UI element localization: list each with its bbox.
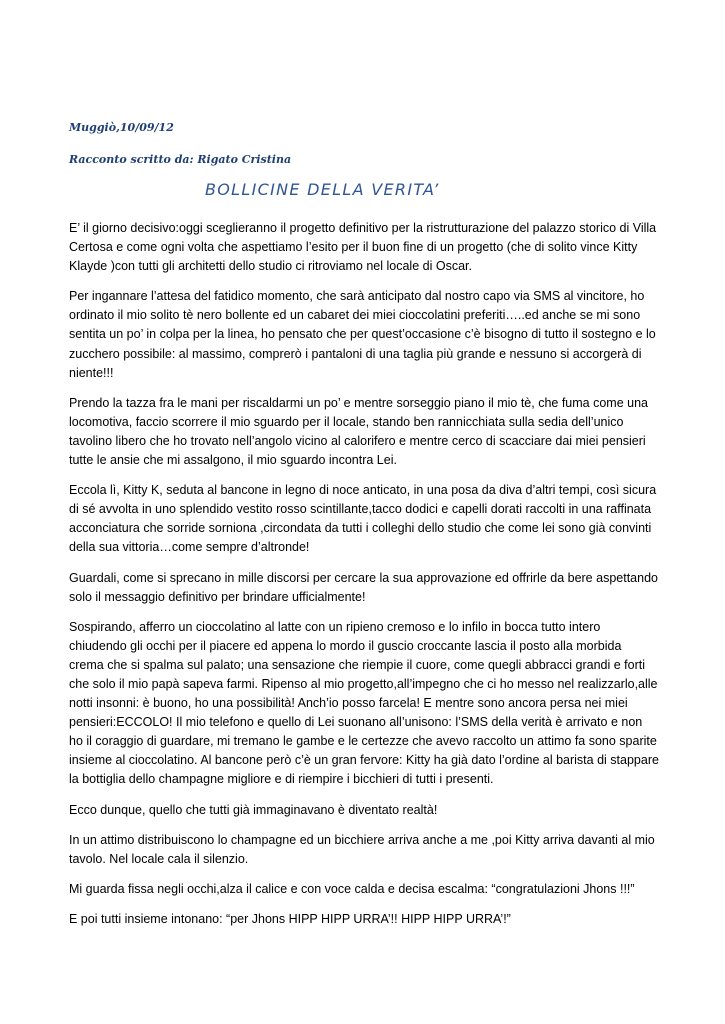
paragraph: Guardali, come si sprecano in mille discorsi per cercare la sua approvazione ed offrirle da bere aspettando solo il messaggio definitivo per brindare ufficialmente! [69,570,658,604]
story-date: Muggiò,10/09/12 [69,121,174,134]
paragraph: Eccola lì, Kitty K, seduta al bancone in legno di noce anticato, in una posa da diva d’altri tempi, così sicura di sé avvolta in uno splendido vestito rosso scintillante,tacco dodici e capelli dorati raccolti in una raffinata acconciatura che sorride sorniona ,circondata da tutti i colleghi dello studio che come lei sono già convinti della sua vittoria…come sempre d’altronde! [69,483,657,555]
paragraph: Per ingannare l’attesa del fatidico momento, che sarà anticipato dal nostro capo via SMS al vincitore, ho ordinato il mio solito tè nero bollente ed un cabaret dei miei cioccolatini preferiti…..ed anche se mi sono sentita un po’ in colpa per la linea, ho pensato che per quest’occasione c’è bisogno di tutto il sostegno e lo zucchero possibile: al massimo, comprerò i pantaloni di una taglia più grande e nessuno si accorgerà di niente!!! [69,289,656,380]
story-author: Racconto scritto da: Rigato Cristina [69,153,292,166]
paragraph: Sospirando, afferro un cioccolatino al latte con un ripieno cremoso e lo infilo in bocca tutto intero chiudendo gli occhi per il piacere ed appena lo mordo il guscio croccante lascia il posto alla morbida crema che si spalma sul palato; una sensazione che riempie il cuore, come quegli abbracci grandi e forti che solo il mio papà sapeva farmi. Ripenso al mio progetto,all’impegno che ci ho messo nel realizzarlo,alle notti insonni: è buono, ho una possibilità! Anch’io posso farcela! E mentre sono ancora persa nei miei pensieri:ECCOLO! Il mio telefono e quello di Lei suonano all’unisono: l’SMS della verità è arrivato e non ho il coraggio di guardare, mi tremano le gambe e le certezze che avevo raccolto un attimo fa sono sparite insieme al cioccolatino. Al bancone però c’è un gran fervore: Kitty ha già dato l’ordine al barista di stappare la bottiglia dello champagne migliore e di riempire i bicchieri di tutti i presenti. [69,619,659,787]
story-body [69,219,659,940]
story-title: BOLLICINE DELLA VERITA’ [205,180,440,199]
paragraph: Ecco dunque, quello che tutti già immaginavano è diventato realtà! [69,802,438,817]
paragraph: In un attimo distribuiscono lo champagne ed un bicchiere arriva anche a me ,poi Kitty arriva davanti al mio tavolo. Nel locale cala il silenzio. [69,832,655,866]
paragraph: Prendo la tazza fra le mani per riscaldarmi un po’ e mentre sorseggio piano il mio tè, che fuma come una locomotiva, faccio scorrere il mio sguardo per il locale, stando ben rannicchiata sulla sedia dell’unico tavolino libero che ho trovato nell’angolo vicino al calorifero e mentre cerco di scacciare dai miei pensieri tutte le ansie che mi assalgono, il mio sguardo incontra Lei. [69,395,648,468]
paragraph: E poi tutti insieme intonano: “per Jhons HIPP HIPP URRA’!! HIPP HIPP URRA’!” [69,911,511,926]
paragraph: Mi guarda fissa negli occhi,alza il calice e con voce calda e decisa escalma: “congratulazioni Jhons !!!” [69,881,635,896]
paragraph: E’ il giorno decisivo:oggi sceglieranno il progetto definitivo per la ristrutturazione del palazzo storico di Villa Certosa e come ogni volta che aspettiamo l’esito per il buon fine di un progetto (che di solito vince Kitty Klayde )con tutti gli architetti dello studio ci ritroviamo nel locale di Oscar. [69,221,657,274]
